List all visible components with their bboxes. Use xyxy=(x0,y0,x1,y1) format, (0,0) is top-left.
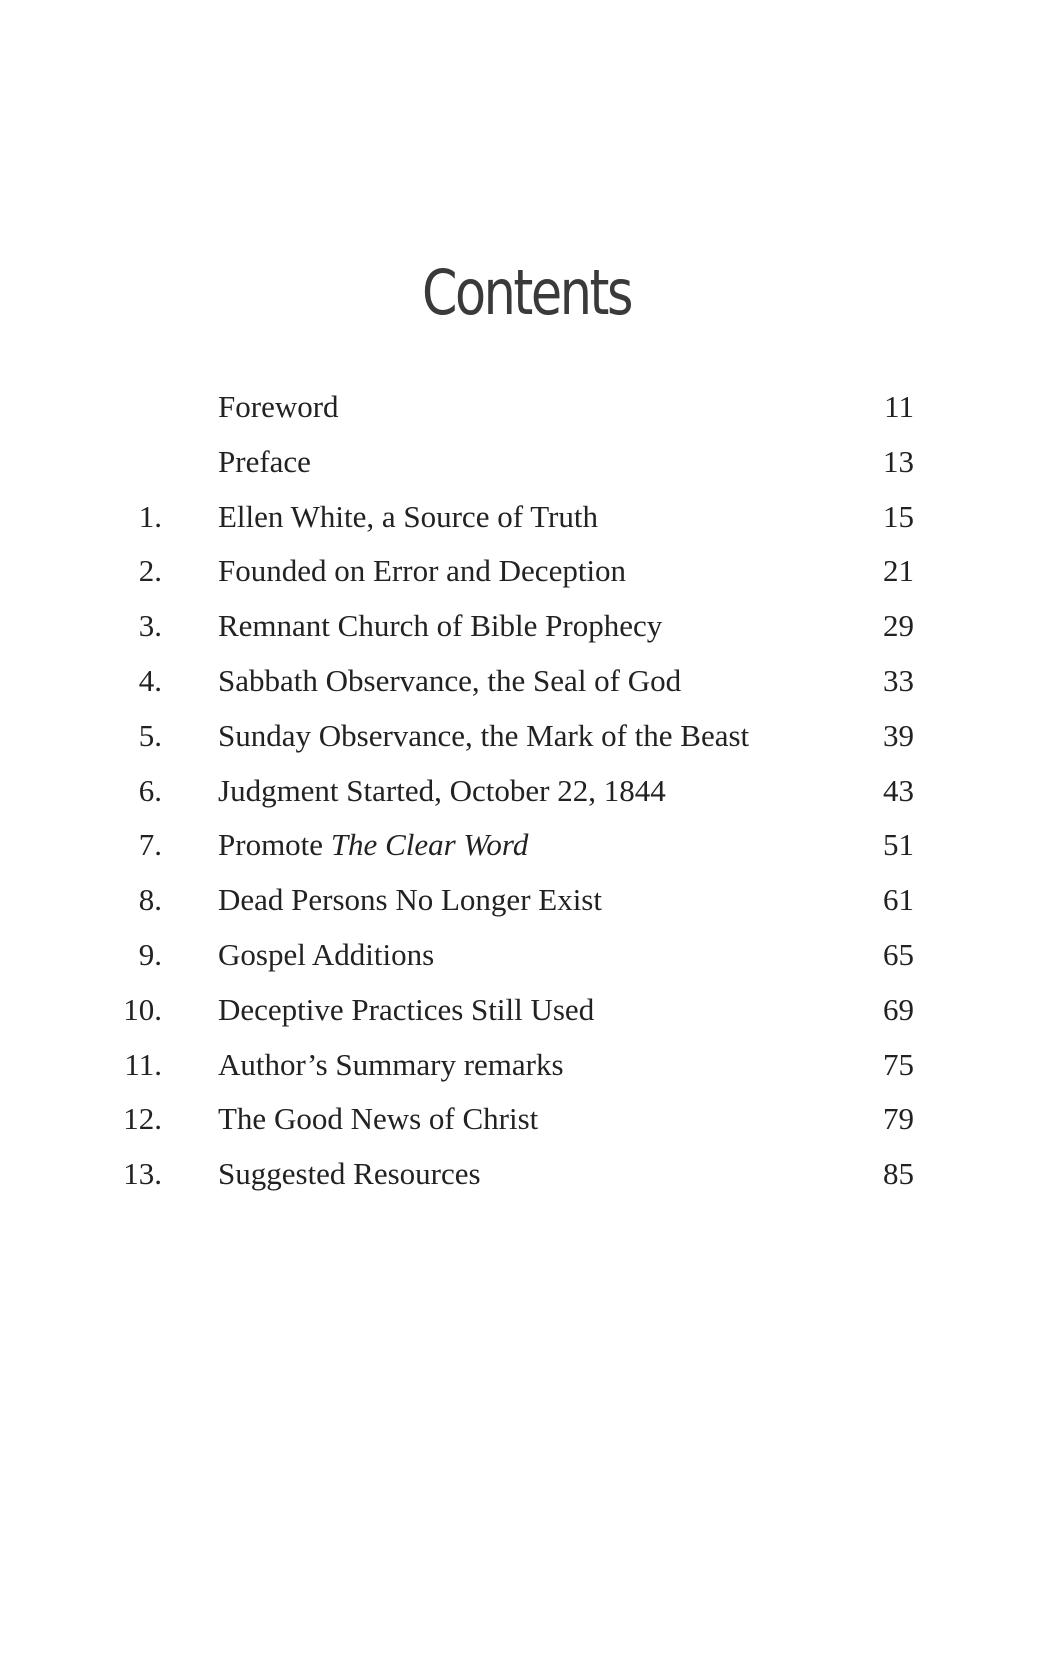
toc-entry-chapter-12[interactable] xyxy=(0,1101,1053,1149)
toc-entry-page: 65 xyxy=(883,937,914,972)
toc-entry-label: The Good News of Christ xyxy=(218,1101,539,1137)
toc-entry-chapter-3[interactable] xyxy=(0,608,1053,656)
toc-entry-page: 11 xyxy=(884,389,914,424)
toc-entry-number: 10. xyxy=(123,991,162,1027)
toc-entry-label: Gospel Additions xyxy=(218,937,435,972)
toc-entry-page: 13 xyxy=(883,443,914,479)
toc-entry-page: 43 xyxy=(883,772,914,808)
toc-entry-page: 29 xyxy=(883,608,914,644)
toc-entry-chapter-8[interactable] xyxy=(0,882,1053,930)
toc-entry-label: Sabbath Observance, the Seal of God xyxy=(218,663,682,698)
toc-entry-number: 13. xyxy=(123,1156,162,1192)
toc-entry-label: Promote The Clear Word xyxy=(218,827,529,863)
toc-entry-page: 15 xyxy=(883,498,914,534)
toc-entry-label: Preface xyxy=(218,443,311,479)
toc-entry-chapter-5[interactable] xyxy=(0,718,1053,766)
page-title: Contents xyxy=(421,256,631,329)
toc-entry-number: 2. xyxy=(138,553,162,589)
toc-entry-number: 7. xyxy=(138,827,162,863)
toc-entry-page: 21 xyxy=(883,553,914,589)
toc-entry-chapter-9[interactable] xyxy=(0,937,1053,985)
toc-entry-chapter-6[interactable] xyxy=(0,773,1053,821)
toc-entry-page: 33 xyxy=(883,663,914,698)
toc-entry-page: 69 xyxy=(883,991,914,1027)
toc-entry-number: 3. xyxy=(138,608,162,644)
toc-entry-label: Judgment Started, October 22, 1844 xyxy=(218,772,666,808)
toc-entry-page: 85 xyxy=(883,1156,914,1192)
toc-entry-label: Remnant Church of Bible Prophecy xyxy=(218,608,663,644)
toc-entry-page: 79 xyxy=(883,1101,914,1137)
toc-entry-number: 6. xyxy=(138,772,162,808)
toc-entry-label: Sunday Observance, the Mark of the Beast xyxy=(218,717,750,753)
toc-entry-number: 12. xyxy=(123,1101,162,1137)
toc-entry-chapter-7[interactable] xyxy=(0,827,1053,875)
toc-entry-chapter-4[interactable] xyxy=(0,663,1053,711)
toc-entry-chapter-10[interactable] xyxy=(0,992,1053,1040)
toc-entry-preface[interactable] xyxy=(0,444,1053,492)
toc-entry-page: 51 xyxy=(883,827,914,863)
toc-entry-label: Foreword xyxy=(218,389,339,424)
toc-entry-chapter-11[interactable] xyxy=(0,1047,1053,1095)
toc-entry-label: Suggested Resources xyxy=(218,1156,481,1192)
toc-entry-number: 8. xyxy=(138,882,162,918)
toc-entry-page: 39 xyxy=(883,717,914,753)
toc-entry-page: 75 xyxy=(883,1046,914,1082)
toc-entry-number: 4. xyxy=(138,663,162,698)
toc-entry-number: 11. xyxy=(124,1046,162,1082)
toc-entry-chapter-2[interactable] xyxy=(0,553,1053,601)
toc-entry-number: 1. xyxy=(138,498,162,534)
toc-entry-label: Author’s Summary remarks xyxy=(218,1046,564,1082)
toc-entry-number: 5. xyxy=(138,717,162,753)
toc-entry-number: 9. xyxy=(138,937,162,972)
toc-entry-chapter-1[interactable] xyxy=(0,499,1053,547)
toc-entry-chapter-13[interactable] xyxy=(0,1156,1053,1204)
toc-entry-page: 61 xyxy=(883,882,914,918)
toc-entry-label: Deceptive Practices Still Used xyxy=(218,991,595,1027)
toc-entry-label: Ellen White, a Source of Truth xyxy=(218,498,598,534)
toc-entry-label: Founded on Error and Deception xyxy=(218,553,627,589)
toc-entry-foreword[interactable] xyxy=(0,389,1053,437)
toc-entry-label: Dead Persons No Longer Exist xyxy=(218,882,602,918)
